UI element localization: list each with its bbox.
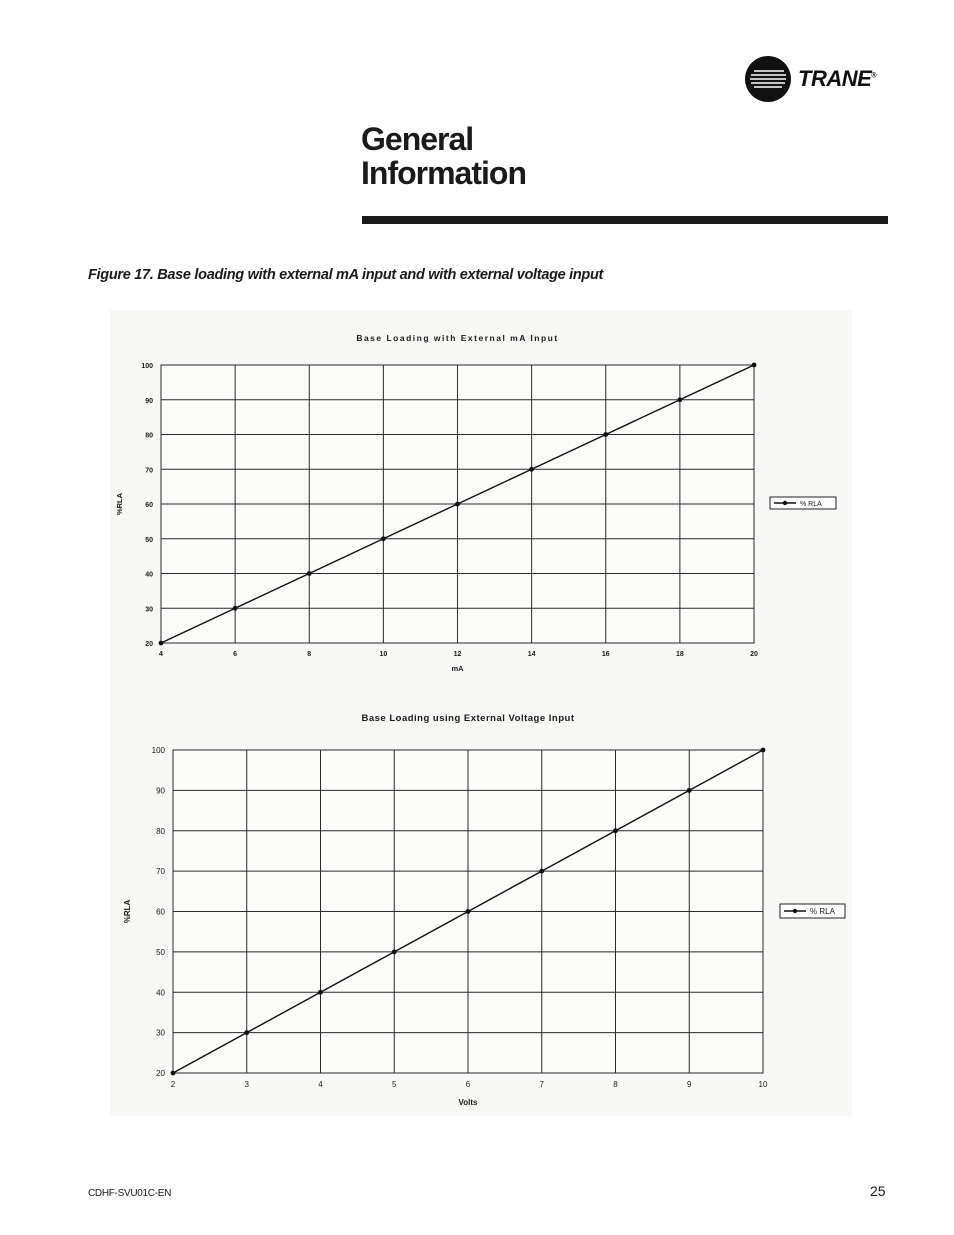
y-tick-label: 50	[156, 947, 165, 957]
data-point	[159, 641, 164, 646]
x-tick-label: 10	[379, 651, 388, 658]
y-tick-label: 60	[145, 502, 153, 509]
data-point	[318, 990, 323, 995]
data-point	[381, 536, 386, 541]
y-tick-label: 60	[156, 907, 165, 917]
x-tick-label: 4	[318, 1080, 323, 1089]
data-point	[603, 432, 608, 437]
legend-label: % RLA	[810, 907, 835, 916]
y-tick-label: 100	[141, 363, 153, 370]
y-tick-label: 100	[151, 746, 165, 755]
y-axis-label: %RLA	[115, 492, 124, 516]
x-tick-label: 3	[244, 1080, 249, 1089]
y-tick-label: 50	[145, 536, 153, 544]
y-tick-label: 90	[145, 397, 153, 405]
x-tick-label: 8	[307, 651, 312, 658]
y-tick-label: 20	[156, 1069, 165, 1078]
x-tick-label: 4	[159, 651, 163, 658]
data-point	[613, 828, 618, 833]
data-point	[466, 909, 471, 914]
y-tick-label: 80	[156, 826, 165, 836]
data-point	[171, 1071, 176, 1076]
section-title	[361, 122, 526, 190]
data-point	[752, 363, 757, 368]
y-tick-label: 20	[145, 641, 153, 648]
data-point	[687, 788, 692, 793]
data-point	[455, 502, 460, 507]
page-number: 25	[870, 1183, 886, 1199]
legend-label: % RLA	[800, 501, 822, 508]
trane-logo-icon	[744, 55, 792, 103]
legend-marker	[793, 909, 797, 913]
x-axis-label: mA	[451, 664, 464, 673]
document-id: CDHF-SVU01C-EN	[88, 1188, 172, 1199]
data-point	[233, 606, 238, 611]
x-tick-label: 6	[233, 651, 238, 658]
data-point	[539, 869, 544, 874]
brand-name: TRANE®	[798, 66, 876, 91]
x-tick-label: 2	[170, 1080, 176, 1089]
x-tick-label: 8	[613, 1080, 618, 1089]
section-title-line2: Information	[361, 155, 526, 191]
legend-marker	[783, 501, 787, 505]
x-tick-label: 5	[392, 1080, 397, 1089]
y-tick-label: 30	[145, 606, 153, 614]
y-tick-label: 70	[145, 467, 153, 475]
y-axis-label: %RLA	[123, 899, 132, 924]
chart-title: Base Loading with External mA Input	[356, 333, 559, 343]
data-point	[529, 467, 534, 472]
x-axis-label: Volts	[458, 1098, 478, 1107]
y-tick-label: 90	[156, 786, 165, 796]
chart-volts	[110, 694, 852, 1116]
data-point	[761, 748, 766, 753]
chart-ma	[110, 310, 852, 690]
x-tick-label: 14	[527, 651, 536, 658]
chart-ma-svg	[110, 310, 852, 690]
brand-logo	[744, 55, 876, 103]
chart-title: Base Loading using External Voltage Input	[361, 713, 575, 724]
data-point	[392, 949, 397, 954]
title-rule	[362, 216, 888, 224]
chart-volts-svg	[110, 694, 852, 1116]
section-title-line1: General	[361, 121, 474, 157]
x-tick-label: 18	[675, 651, 684, 658]
y-tick-label: 40	[156, 988, 165, 998]
data-point	[244, 1030, 249, 1035]
data-point	[307, 571, 312, 576]
y-tick-label: 30	[156, 1028, 165, 1038]
x-tick-label: 20	[750, 651, 758, 658]
x-tick-label: 9	[687, 1080, 692, 1089]
x-tick-label: 12	[453, 651, 462, 658]
x-tick-label: 16	[601, 651, 610, 658]
data-point	[677, 397, 682, 402]
figure-caption: Figure 17. Base loading with external mA input and with external voltage input	[88, 267, 604, 283]
figure	[110, 310, 852, 1116]
x-tick-label: 6	[465, 1080, 471, 1089]
x-tick-label: 10	[758, 1080, 768, 1089]
y-tick-label: 40	[145, 571, 153, 579]
y-tick-label: 70	[156, 867, 165, 877]
x-tick-label: 7	[539, 1080, 544, 1089]
y-tick-label: 80	[145, 432, 153, 440]
